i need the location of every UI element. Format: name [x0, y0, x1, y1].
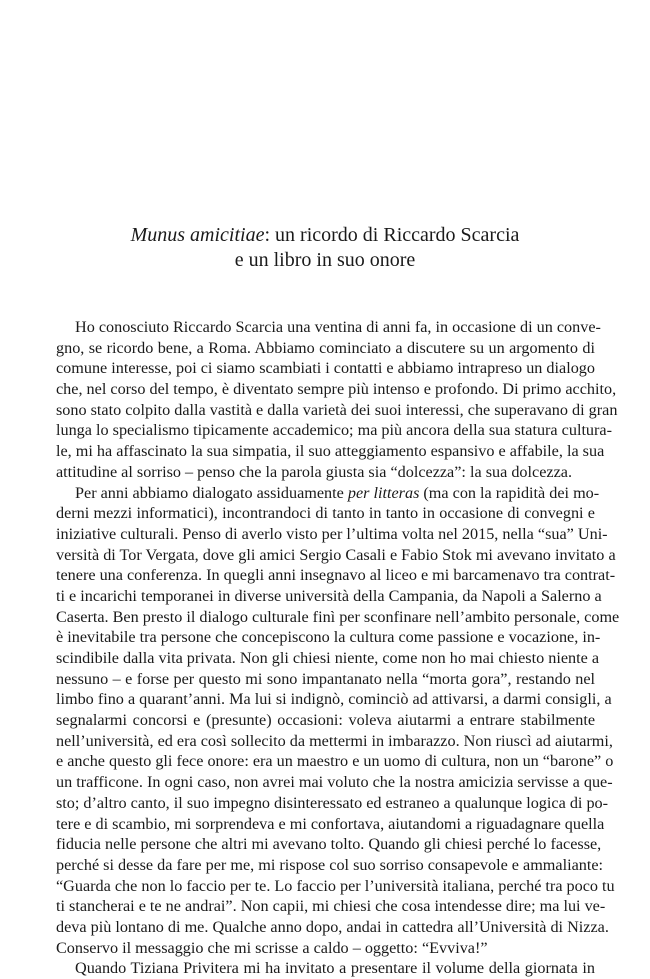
text-line: le, mi ha affascinato la sua simpatia, il suo atteggiamento espansivo e affabile, la sua: [56, 442, 605, 461]
text-line: nell’università, ed era così sollecito da mettermi in imbarazzo. Non riuscì ad aiutarmi,: [56, 731, 613, 750]
text-line: ti e incarichi temporanei in diverse università della Campania, da Napoli a Salerno a: [56, 586, 602, 605]
text-line: scindibile dalla vita privata. Non gli chiesi niente, come non ho mai chiesto niente a: [56, 649, 600, 667]
text-line: comune interesse, poi ci siamo scambiati i contatti e abbiamo intrapreso un dialogo: [56, 359, 595, 378]
chapter-title-rest: : un ricordo di Riccardo Scarcia: [264, 224, 520, 246]
text-line: lunga lo specialismo tipicamente accademico; ma più ancora della sua statura cultura-: [56, 421, 612, 440]
text-line: [56, 483, 600, 504]
chapter-title: [0, 223, 650, 273]
text-run: Per anni abbiamo dialogato assiduamente: [75, 483, 348, 502]
chapter-title-line-1: [0, 223, 650, 248]
text-line: derni mezzi informatici), incontrandoci di tanto in tanto in occasione di convegni e: [56, 504, 595, 523]
text-line: nessuno – e forse per questo mi sono impantanato nella “morta gora”, restando nel: [56, 669, 595, 688]
text-line: Ho conosciuto Riccardo Scarcia una ventina di anni fa, in occasione di un conve-: [75, 318, 601, 336]
paragraph-1: [56, 317, 618, 483]
text-line: sono stato colpito dalla vastità e dalla varietà dei suoi interessi, che superavano di gran: [56, 400, 618, 419]
text-run: (ma con la rapidità dei mo-: [419, 483, 600, 502]
text-line: segnalarmi concorsi e (presunte) occasioni: voleva aiutarmi a entrare stabilmente: [56, 711, 595, 730]
text-line: e anche questo gli fece onore: era un maestro e un uomo di cultura, non un “barone” o: [56, 752, 614, 771]
text-line: ti stancherai e te ne andrai”. Non capii, mi chiesi che cosa intendesse dire; ma lui ve-: [56, 897, 606, 916]
chapter-title-italic: Munus amicitiae: [130, 224, 265, 246]
text-line: Conservo il messaggio che mi scrisse a caldo – oggetto: “Evviva!”: [56, 938, 488, 957]
paragraph-2: [56, 483, 620, 959]
text-line: tenere una conferenza. In quegli anni insegnavo al liceo e mi barcamenavo tra contrat-: [56, 566, 616, 585]
text-line: un trafficone. In ogni caso, non avrei mai voluto che la nostra amicizia servisse a que-: [56, 773, 613, 792]
chapter-title-line-2: e un libro in suo onore: [234, 249, 416, 271]
text-line: tere e di scambio, mi sorprendeva e mi confortava, aiutandomi a riguadagnare quella: [56, 814, 605, 833]
body-text: [56, 317, 620, 979]
text-line: iniziative culturali. Penso di averlo visto per l’ultima volta nel 2015, nella “sua” Uni-: [56, 524, 608, 543]
text-line: che, nel corso del tempo, è diventato sempre più intenso e profondo. Di primo acchito,: [56, 380, 617, 399]
text-line: limbo fino a quarant’anni. Ma lui si indignò, cominciò ad attivarsi, a darmi consigli, a: [56, 690, 612, 709]
text-line: perché si desse da fare per me, mi rispose col suo sorriso consapevole e ammaliante:: [56, 855, 604, 874]
text-line: Caserta. Ben presto il dialogo culturale finì per sconfinare nell’ambito personale, come: [56, 607, 620, 626]
text-line: è inevitabile tra persone che concepiscono la cultura come passione e vocazione, in-: [56, 628, 601, 647]
text-line: attitudine al sorriso – penso che la parola giusta sia “dolcezza”: la sua dolcezza.: [56, 462, 572, 481]
text-line: deva più lontano di me. Qualche anno dopo, andai in cattedra all’Università di Nizza.: [56, 917, 609, 936]
italic-phrase: per litteras: [347, 483, 420, 502]
text-line: Quando Tiziana Privitera mi ha invitato a presentare il volume della giornata in: [75, 959, 595, 978]
text-line: versità di Tor Vergata, dove gli amici Sergio Casali e Fabio Stok mi avevano invitato a: [56, 545, 616, 564]
text-line: “Guarda che non lo faccio per te. Lo faccio per l’università italiana, perché tra poco tu: [56, 876, 615, 895]
text-line: gno, se ricordo bene, a Roma. Abbiamo cominciato a discutere su un argomento di: [56, 338, 595, 357]
text-line: fiducia nelle persone che altri mi avevano tolto. Quando gli chiesi perché lo facesse,: [56, 835, 602, 854]
paragraph-3: [56, 958, 595, 979]
text-line: sto; d’altro canto, il suo impegno disinteressato ed estraneo a qualunque logica di po-: [56, 793, 609, 812]
